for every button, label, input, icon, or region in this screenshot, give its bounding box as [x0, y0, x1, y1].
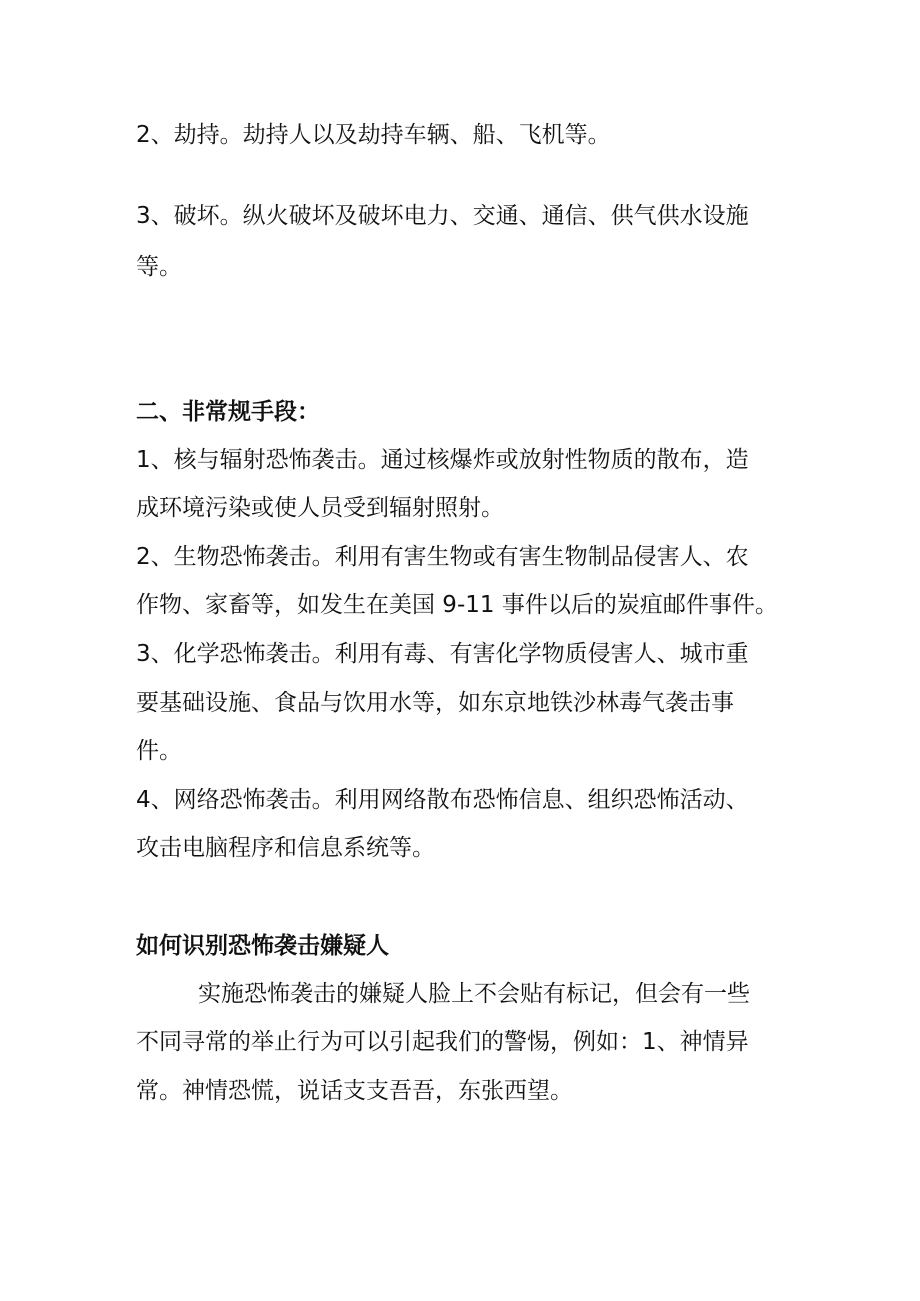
section-two-heading: 二、非常规手段： — [136, 399, 320, 425]
item-chemical-line-1: 3、化学恐怖袭击。利用有毒、有害化学物质侵害人、城市重 — [136, 641, 749, 667]
item-nuclear-line-1: 1、核与辐射恐怖袭击。通过核爆炸或放射性物质的散布，造 — [136, 447, 749, 473]
item-chemical-line-2: 要基础设施、食品与饮用水等，如东京地铁沙林毒气袭击事 — [136, 690, 734, 716]
section-identify-heading: 如何识别恐怖袭击嫌疑人 — [136, 933, 389, 959]
identify-paragraph-line-1: 实施恐怖袭击的嫌疑人脸上不会贴有标记，但会有一些 — [198, 981, 750, 1007]
item-sabotage-line-2: 等。 — [136, 254, 182, 280]
identify-paragraph-line-2: 不同寻常的举止行为可以引起我们的警惕，例如：1、神情异 — [136, 1029, 749, 1055]
item-nuclear-line-2: 成环境污染或使人员受到辐射照射。 — [136, 495, 504, 521]
item-hijack-line-1: 2、劫持。劫持人以及劫持车辆、船、飞机等。 — [136, 122, 611, 148]
item-cyber-line-1: 4、网络恐怖袭击。利用网络散布恐怖信息、组织恐怖活动、 — [136, 787, 749, 813]
item-sabotage-line-1: 3、破坏。纵火破坏及破坏电力、交通、通信、供气供水设施 — [136, 203, 749, 229]
item-biological-line-1: 2、生物恐怖袭击。利用有害生物或有害生物制品侵害人、农 — [136, 544, 749, 570]
item-cyber-line-2: 攻击电脑程序和信息系统等。 — [136, 835, 435, 861]
item-biological-line-2: 作物、家畜等，如发生在美国 9-11 事件以后的炭疽邮件事件。 — [136, 592, 778, 618]
item-chemical-line-3: 件。 — [136, 738, 182, 764]
identify-paragraph-line-3: 常。神情恐慌，说话支支吾吾，东张西望。 — [136, 1078, 573, 1104]
